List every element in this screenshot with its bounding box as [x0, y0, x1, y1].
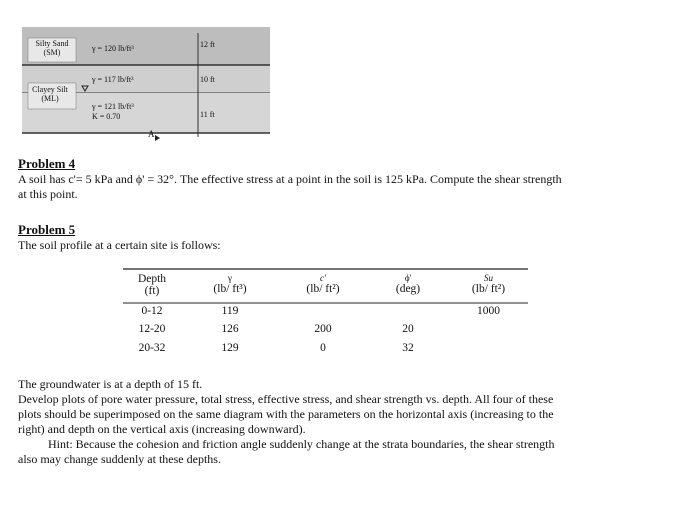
- cell: 200: [314, 323, 332, 335]
- col-header-phi-unit: (deg): [395, 283, 421, 295]
- table-header-row: [123, 273, 528, 303]
- thickness-silt-below: 11 ft: [200, 110, 215, 119]
- problem4-text: [18, 172, 668, 202]
- cell: 129: [221, 342, 239, 354]
- col-header-cohesion-unit: (lb/ ft²): [306, 283, 340, 295]
- k-value: K = 0.70: [92, 112, 121, 121]
- cell: 1000: [477, 305, 500, 317]
- cell: 12-20: [138, 323, 166, 335]
- thickness-silt-above: 10 ft: [200, 75, 215, 84]
- clayey-silt-code: (ML): [41, 94, 59, 103]
- hint-line1: Hint: Because the cohesion and friction angle suddenly change at the strata boundaries, the shear strength: [48, 437, 555, 451]
- cell: [367, 303, 449, 319]
- cell: 20-32: [138, 342, 166, 354]
- col-header-su-unit: (lb/ ft²): [471, 283, 506, 295]
- col-header-gamma: [181, 273, 279, 303]
- cell: 20: [402, 323, 414, 335]
- problem5-intro: The soil profile at a certain site is follows:: [18, 238, 221, 252]
- cell: [279, 303, 367, 319]
- clayey-silt-name: Clayey Silt: [32, 85, 68, 94]
- table: [123, 273, 528, 357]
- hint-line2: also may change suddenly at these depths.: [18, 452, 221, 466]
- problem4-title: Problem 4: [18, 156, 76, 171]
- col-header-su: [449, 273, 528, 303]
- silty-sand-code: (SM): [43, 48, 61, 57]
- table-row: [123, 319, 528, 339]
- col-header-depth: [123, 273, 181, 303]
- instructions-line2: plots should be superimposed on the same diagram with the parameters on the horizontal axis (increasing to the: [18, 407, 554, 421]
- gamma-silt-above: γ = 117 lb/ft³: [92, 75, 134, 84]
- col-header-gamma-top: γ: [228, 273, 232, 283]
- problem5-description: [18, 377, 668, 467]
- col-header-cohesion-top: c': [320, 273, 326, 283]
- col-header-phi: [367, 273, 449, 303]
- cell: 0-12: [141, 305, 163, 317]
- col-header-gamma-unit: (lb/ ft³): [213, 283, 247, 295]
- cell: 32: [402, 342, 414, 354]
- cell: 119: [221, 305, 239, 317]
- groundwater-line: The groundwater is at a depth of 15 ft.: [18, 377, 203, 391]
- label-clayey-silt: [28, 85, 72, 103]
- cell: [449, 319, 528, 339]
- cell: 126: [221, 323, 239, 335]
- thickness-sand: 12 ft: [200, 40, 215, 49]
- col-header-su-top: Su: [484, 273, 493, 283]
- col-header-depth-unit: (ft): [144, 285, 160, 297]
- gamma-sand: γ = 120 lb/ft³: [92, 44, 134, 53]
- silt-below-props: [92, 102, 134, 122]
- cell: 0: [320, 342, 326, 354]
- problem4-line2: at this point.: [18, 187, 78, 201]
- silty-sand-name: Silty Sand: [35, 39, 69, 48]
- point-a-label: A: [148, 129, 155, 139]
- table-row: [123, 303, 528, 319]
- instructions-line1: Develop plots of pore water pressure, total stress, effective stress, and shear strength vs. depth. All four of these: [18, 392, 554, 406]
- label-silty-sand: [30, 39, 74, 57]
- col-header-cohesion: [279, 273, 367, 303]
- instructions-line3: right) and depth on the vertical axis (increasing downward).: [18, 422, 306, 436]
- point-marker-icon: [155, 135, 160, 141]
- gamma-silt-below: γ = 121 lb/ft³: [92, 102, 134, 111]
- table-row: [123, 339, 528, 357]
- problem5-title: Problem 5: [18, 222, 76, 237]
- col-header-depth-top: Depth: [137, 273, 167, 285]
- problem4-line1: A soil has c'= 5 kPa and ϕ' = 32°. The effective stress at a point in the soil is 125 kPa. Compute the shear strength: [18, 172, 562, 186]
- col-header-phi-top: ϕ': [404, 273, 412, 283]
- cell: [449, 339, 528, 357]
